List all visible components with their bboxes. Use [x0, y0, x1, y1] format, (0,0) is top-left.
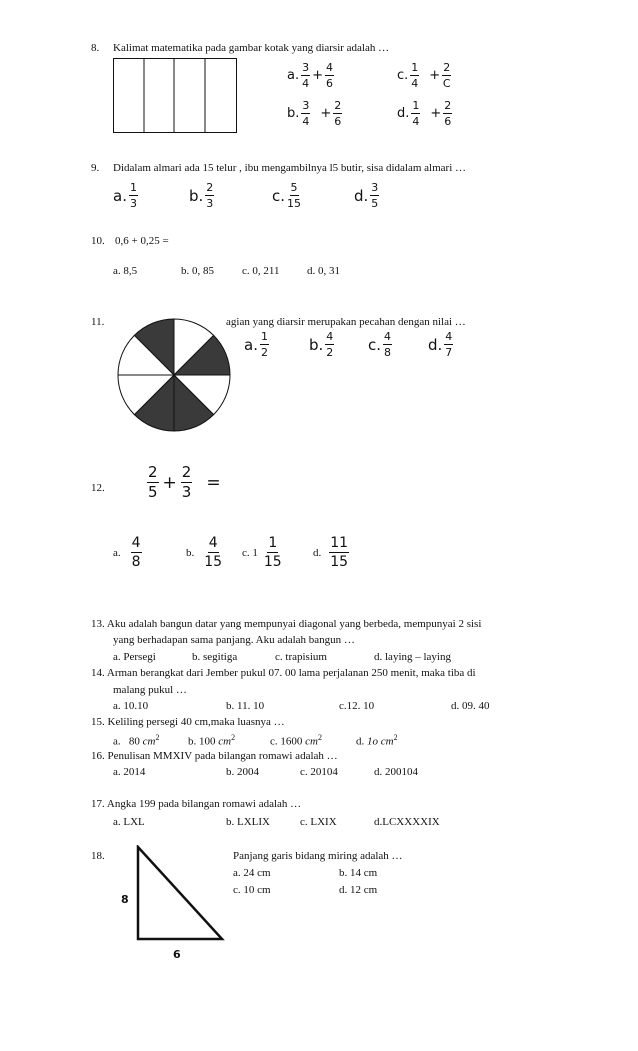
q8-box-outline	[114, 59, 237, 133]
q13-option-c[interactable]: c. trapisium	[275, 651, 327, 663]
q10-option-b[interactable]: b. 0, 85	[181, 265, 214, 277]
q17-option-d[interactable]: d.LCXXXXIX	[374, 816, 440, 828]
q10-option-d[interactable]: d. 0, 31	[307, 265, 340, 277]
q14-option-a[interactable]: a. 10.10	[113, 700, 149, 712]
q8-option-a[interactable]: a. $\frac{3}{4}$ + $\frac{4}{6}$	[287, 61, 334, 90]
q13-question-line2: yang berhadapan sama panjang. Aku adalah bangun …	[113, 634, 355, 646]
fraction: $\frac{11}{15}$	[330, 535, 349, 570]
q9-option-a[interactable]: a. $\frac{1}{3}$	[113, 181, 137, 210]
q12-option-c[interactable]: c. 1 $\frac{1}{15}$	[242, 535, 282, 570]
q16-option-d[interactable]: d. 200104	[374, 766, 418, 778]
q18-question: Panjang garis bidang miring adalah …	[233, 850, 403, 862]
q9-question: Didalam almari ada 15 telur , ibu mengambilnya l5 butir, sisa didalam almari …	[113, 162, 466, 174]
q15-question: 15. Keliling persegi 40 cm,maka luasnya …	[91, 716, 285, 728]
q18-option-a[interactable]: a. 24 cm	[233, 867, 271, 879]
q10-question: 0,6 + 0,25 =	[115, 235, 169, 247]
fraction: $\frac{3}{4}$	[302, 61, 310, 90]
q8-option-d[interactable]: d. $\frac{1}{4}$ + $\frac{2}{6}$	[397, 99, 452, 128]
q16-option-b[interactable]: b. 2004	[226, 766, 259, 778]
q15-option-b[interactable]: b. 100 $cm^2$	[188, 733, 236, 748]
q13-option-d[interactable]: d. laying – laying	[374, 651, 451, 663]
q13-option-b[interactable]: b. segitiga	[192, 651, 238, 663]
fraction: $\frac{2}{3}$	[206, 181, 214, 210]
q11-option-a[interactable]: a. $\frac{1}{2}$	[244, 330, 268, 359]
fraction: $\frac{4}{6}$	[326, 61, 334, 90]
fraction: $\frac{4}{7}$	[445, 330, 453, 359]
fraction: $\frac{2}{3}$	[181, 463, 192, 501]
q18-option-b[interactable]: b. 14 cm	[339, 867, 378, 879]
q16-option-c[interactable]: c. 20104	[300, 766, 338, 778]
fraction: $\frac{1}{4}$	[412, 99, 420, 128]
q18-label-horizontal: 6	[173, 948, 181, 961]
q18-label-vertical: 8	[121, 893, 129, 906]
q9-option-b[interactable]: b. $\frac{2}{3}$	[189, 181, 214, 210]
q8-question: Kalimat matematika pada gambar kotak yang diarsir adalah …	[113, 42, 390, 54]
q11-circle-figure	[116, 317, 232, 433]
q9-option-d[interactable]: d. $\frac{3}{5}$	[354, 181, 379, 210]
q11-option-b[interactable]: b. $\frac{4}{2}$	[309, 330, 334, 359]
q12-option-b[interactable]: b. $\frac{4}{15}$	[186, 535, 223, 570]
fraction: $\frac{3}{4}$	[302, 99, 310, 128]
q13-question-line1: 13. Aku adalah bangun datar yang mempunyai diagonal yang berbeda, mempunyai 2 sisi	[91, 618, 482, 630]
q9-option-c[interactable]: c. $\frac{5}{15}$	[272, 181, 302, 210]
q18-option-d[interactable]: d. 12 cm	[339, 884, 378, 896]
q15-option-a[interactable]: a. 80 $cm^2$	[113, 733, 160, 748]
q15-option-d[interactable]: d. 1o $cm^2$	[356, 733, 398, 748]
fraction: $\frac{5}{15}$	[287, 181, 302, 210]
fraction: $\frac{1}{3}$	[129, 181, 137, 210]
q8-option-b[interactable]: b. $\frac{3}{4}$ + $\frac{2}{6}$	[287, 99, 342, 128]
q18-number: 18.	[91, 850, 105, 862]
fraction: $\frac{4}{2}$	[326, 330, 334, 359]
q13-option-a[interactable]: a. Persegi	[113, 651, 156, 663]
q17-option-b[interactable]: b. LXLIX	[226, 816, 270, 828]
q14-option-d[interactable]: d. 09. 40	[451, 700, 490, 712]
fraction: $\frac{2}{6}$	[444, 99, 452, 128]
q18-right-triangle	[138, 847, 222, 939]
q18-option-c[interactable]: c. 10 cm	[233, 884, 271, 896]
q12-expression: $\frac{2}{5}$ + $\frac{2}{3}$ =	[148, 463, 221, 501]
q17-question: 17. Angka 199 pada bilangan romawi adalah …	[91, 798, 302, 810]
q15-option-c[interactable]: c. 1600 $cm^2$	[270, 733, 322, 748]
q12-option-a[interactable]: a. $\frac{4}{8}$	[113, 535, 141, 570]
q14-question-line2: malang pukul …	[113, 684, 187, 696]
fraction: $\frac{2}{6}$	[334, 99, 342, 128]
q8-number: 8.	[91, 42, 100, 54]
q11-number: 11.	[91, 316, 105, 328]
q10-option-a[interactable]: a. 8,5	[113, 265, 138, 277]
q18-triangle-figure	[118, 845, 230, 963]
q10-option-c[interactable]: c. 0, 211	[242, 265, 280, 277]
q17-option-c[interactable]: c. LXIX	[300, 816, 337, 828]
q16-question: 16. Penulisan MMXIV pada bilangan romawi adalah …	[91, 750, 338, 762]
q9-number: 9.	[91, 162, 100, 174]
q12-option-d[interactable]: d. $\frac{11}{15}$	[313, 535, 349, 570]
fraction: $\frac{3}{5}$	[371, 181, 379, 210]
q11-option-d[interactable]: d. $\frac{4}{7}$	[428, 330, 453, 359]
q8-option-c[interactable]: c. $\frac{1}{4}$ + $\frac{2}{C}$	[397, 61, 451, 90]
q12-number: 12.	[91, 482, 105, 494]
q11-option-c[interactable]: c. $\frac{4}{8}$	[368, 330, 392, 359]
fraction: $\frac{2}{5}$	[148, 463, 158, 501]
fraction: $\frac{4}{8}$	[131, 535, 141, 570]
q10-number: 10.	[91, 235, 105, 247]
fraction: $\frac{1}{15}$	[263, 535, 282, 570]
fraction: $\frac{1}{2}$	[260, 330, 268, 359]
q14-option-b[interactable]: b. 11. 10	[226, 700, 265, 712]
q11-question: agian yang diarsir merupakan pecahan dengan nilai …	[226, 316, 466, 328]
fraction: $\frac{4}{15}$	[204, 535, 223, 570]
q14-option-c[interactable]: c.12. 10	[339, 700, 375, 712]
fraction: $\frac{4}{8}$	[384, 330, 392, 359]
fraction: $\frac{1}{4}$	[411, 61, 419, 90]
q17-option-a[interactable]: a. LXL	[113, 816, 145, 828]
q8-box-figure	[113, 58, 237, 134]
q14-question-line1: 14. Arman berangkat dari Jember pukul 07. 00 lama perjalanan 250 menit, maka tiba di	[91, 667, 476, 679]
fraction: $\frac{2}{C}$	[442, 61, 451, 90]
q16-option-a[interactable]: a. 2014	[113, 766, 146, 778]
